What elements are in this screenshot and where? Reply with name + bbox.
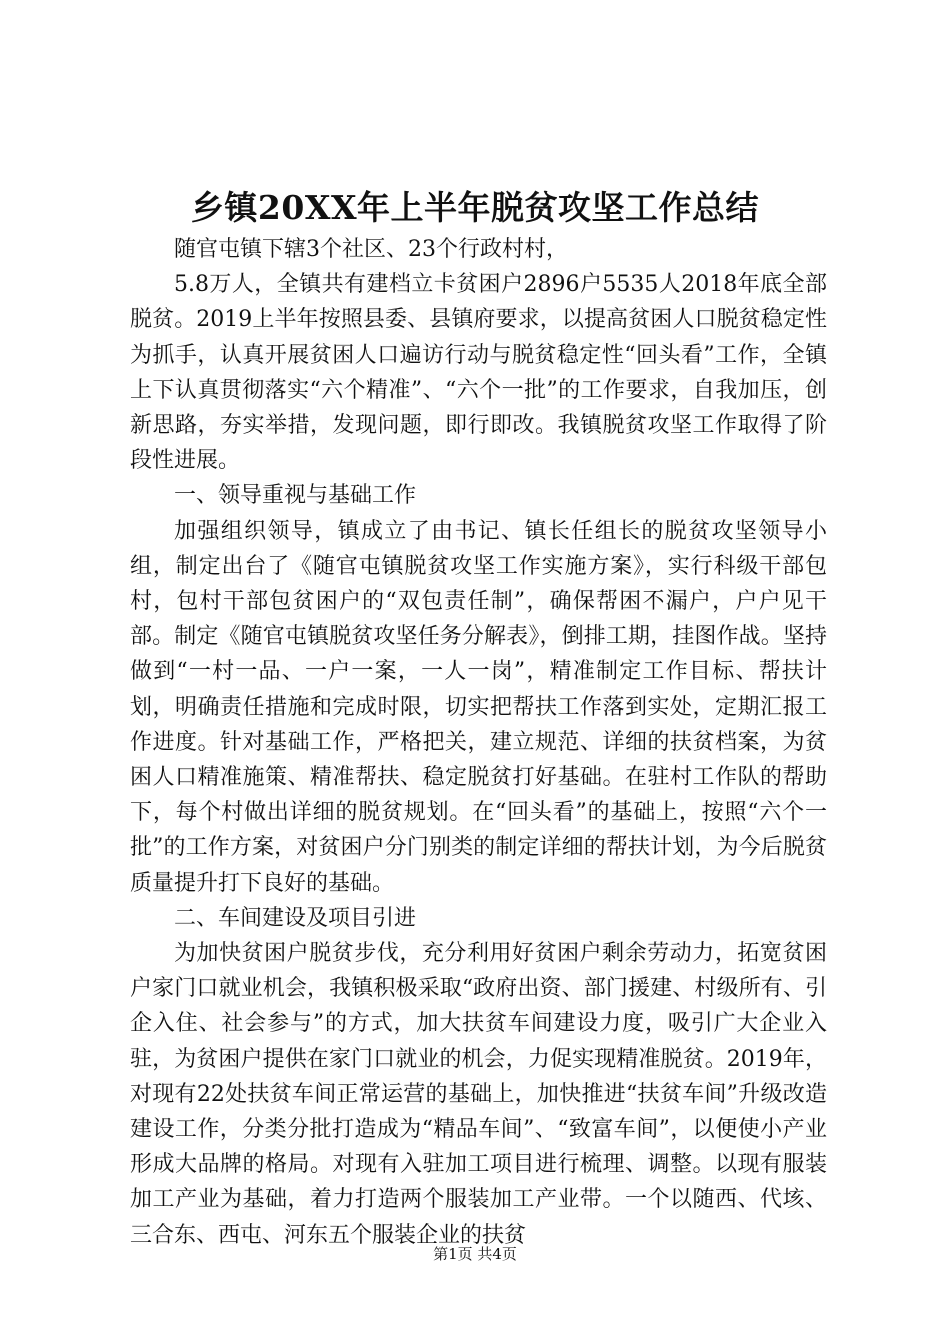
page-footer: 第1页 共4页 xyxy=(433,1245,517,1263)
paragraph-intro: 随官屯镇下辖3个社区、23个行政村村， xyxy=(174,237,568,262)
paragraph-section-2: 为加快贫困户脱贫步伐，充分利用好贫困户剩余劳动力，拓宽贫困户家门口就业机会，我镇积极采取“政府出资、部门援建、村级所有、引企入住、社会参与”的方式，加大扶贫车间建设力度，吸引广大企业入驻，为贫困户提供在家门口就业的机会，力促实现精准脱贫。2019年，对现有22处扶贫车间正常运营的基础上，加快推进“扶贫车间”升级改造建设工作，分类分批打造成为“精品车间”、“致富车间”，以便使小产业形成大品牌的格局。对现有入驻加工项目进行梳理、调整。以现有服装加工产业为基础，着力打造两个服装加工产业带。一个以随西、代垓、三合东、西屯、河东五个服装企业的扶贫 xyxy=(130,941,827,1248)
paragraph-overview: 5.8万人，全镇共有建档立卡贫困户2896户5535人2018年底全部脱贫。2019上半年按照县委、县镇府要求，以提高贫困人口脱贫稳定性为抓手，认真开展贫困人口遍访行动与脱贫稳定性“回头看”工作，全镇上下认真贯彻落实“六个精准”、“六个一批”的工作要求，自我加压，创新思路，夯实举措，发现问题，即行即改。我镇脱贫攻坚工作取得了阶段性进展。 xyxy=(130,272,827,474)
document-body xyxy=(130,232,827,1253)
section-heading-2: 二、车间建设及项目引进 xyxy=(174,905,417,931)
paragraph-section-1: 加强组织领导，镇成立了由书记、镇长任组长的脱贫攻坚领导小组，制定出台了《随官屯镇脱贫攻坚工作实施方案》，实行科级干部包村，包村干部包贫困户的“双包责任制”，确保帮困不漏户，户户见干部。制定《随官屯镇脱贫攻坚任务分解表》，倒排工期，挂图作战。坚持做到“一村一品、一户一案，一人一岗”，精准制定工作目标、帮扶计划，明确责任措施和完成时限，切实把帮扶工作落到实处，定期汇报工作进度。针对基础工作，严格把关，建立规范、详细的扶贫档案，为贫困人口精准施策、精准帮扶、稳定脱贫打好基础。在驻村工作队的帮助下，每个村做出详细的脱贫规划。在“回头看”的基础上，按照“六个一批”的工作方案，对贫困户分门别类的制定详细的帮扶计划，为今后脱贫质量提升打下良好的基础。 xyxy=(130,518,827,896)
section-heading-1: 一、领导重视与基础工作 xyxy=(174,483,417,509)
document-title: 乡镇20XX年上半年脱贫攻坚工作总结 xyxy=(190,188,760,227)
